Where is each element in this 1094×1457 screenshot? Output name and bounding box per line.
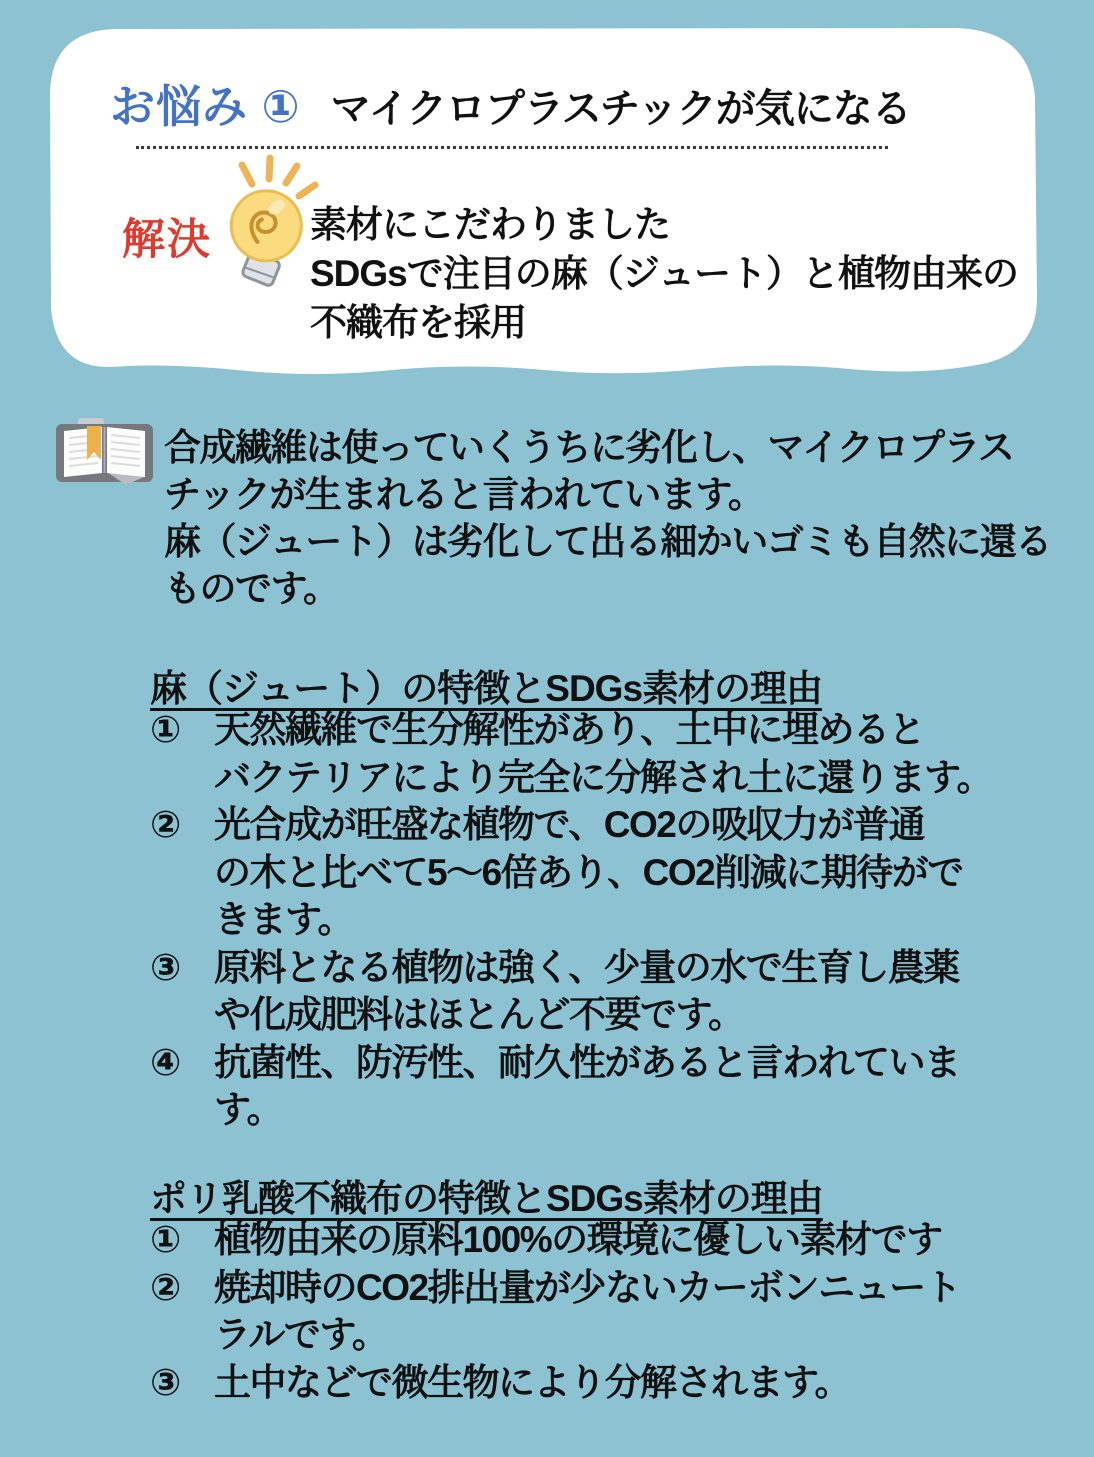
worry-title: マイクロプラスチックが気になる	[330, 87, 911, 131]
list-line	[150, 1264, 1080, 1312]
list-number-badge: ④	[150, 1041, 182, 1083]
intro-paragraph	[164, 424, 1051, 612]
list-number-badge: ③	[150, 1361, 182, 1403]
list-line	[150, 944, 1080, 992]
list-number-badge: ①	[150, 709, 182, 750]
section-heading-jute: 麻（ジュート）の特徴とSDGs素材の理由	[150, 668, 823, 709]
list-text: 植物由来の原料100%の環境に優しい素材です	[214, 1219, 942, 1260]
solution-label: 解決	[122, 216, 212, 264]
lightbulb-body	[225, 184, 313, 292]
list-text: 抗菌性、防汚性、耐久性があると言われていま	[214, 1041, 960, 1083]
worry-heading	[110, 70, 911, 135]
text-line: 合成繊維は使っていくうちに劣化し、マイクロプラス	[164, 427, 1014, 468]
list-line: きます。	[214, 899, 354, 940]
section-list-pla	[150, 1216, 1080, 1406]
list-line	[150, 706, 1080, 754]
list-line	[150, 1039, 1080, 1087]
dotted-divider	[136, 146, 888, 149]
text-line: 麻（ジュート）は劣化して出る細かいゴミも自然に還る	[164, 521, 1051, 562]
solution-text	[310, 200, 1018, 347]
list-line	[150, 1216, 1080, 1264]
section-heading-pla: ポリ乳酸不織布の特徴とSDGs素材の理由	[150, 1178, 823, 1219]
list-text: 光合成が旺盛な植物で、CO2の吸収力が普通	[214, 804, 924, 845]
text-line: SDGsで注目の麻（ジュート）と植物由来の	[310, 253, 1019, 294]
list-line: ラルです。	[214, 1314, 388, 1355]
list-line: バクテリアにより完全に分解され土に還ります。	[214, 756, 993, 798]
list-text: 原料となる植物は強く、少量の水で生育し農薬	[214, 946, 959, 988]
text-line: チックが生まれると言われています。	[164, 474, 764, 515]
list-number-badge: ②	[150, 1266, 182, 1308]
list-line: の木と比べて5～6倍あり、CO2削減に期待がで	[214, 851, 963, 893]
list-line: や化成肥料はほとんど不要です。	[214, 994, 744, 1035]
list-number-badge: ②	[150, 804, 182, 845]
text-line: 素材にこだわりました	[310, 204, 670, 245]
list-line	[150, 1359, 1080, 1407]
text-line: 不織布を採用	[310, 302, 526, 343]
open-book-icon	[54, 418, 156, 488]
list-line	[150, 801, 1080, 849]
list-line: す。	[214, 1089, 283, 1130]
list-text: 焼却時のCO2排出量が少ないカーボンニュート	[214, 1266, 961, 1308]
list-text: 土中などで微生物により分解されます。	[214, 1361, 851, 1403]
section-list-jute	[150, 706, 1080, 1134]
lightbulb-icon	[208, 154, 324, 296]
list-text: 天然繊維で生分解性があり、土中に埋めると	[214, 709, 924, 750]
list-number-badge: ③	[150, 946, 182, 988]
list-number-badge: ①	[150, 1219, 182, 1260]
text-line: ものです。	[164, 568, 339, 609]
worry-number-label: お悩み ①	[110, 81, 301, 132]
